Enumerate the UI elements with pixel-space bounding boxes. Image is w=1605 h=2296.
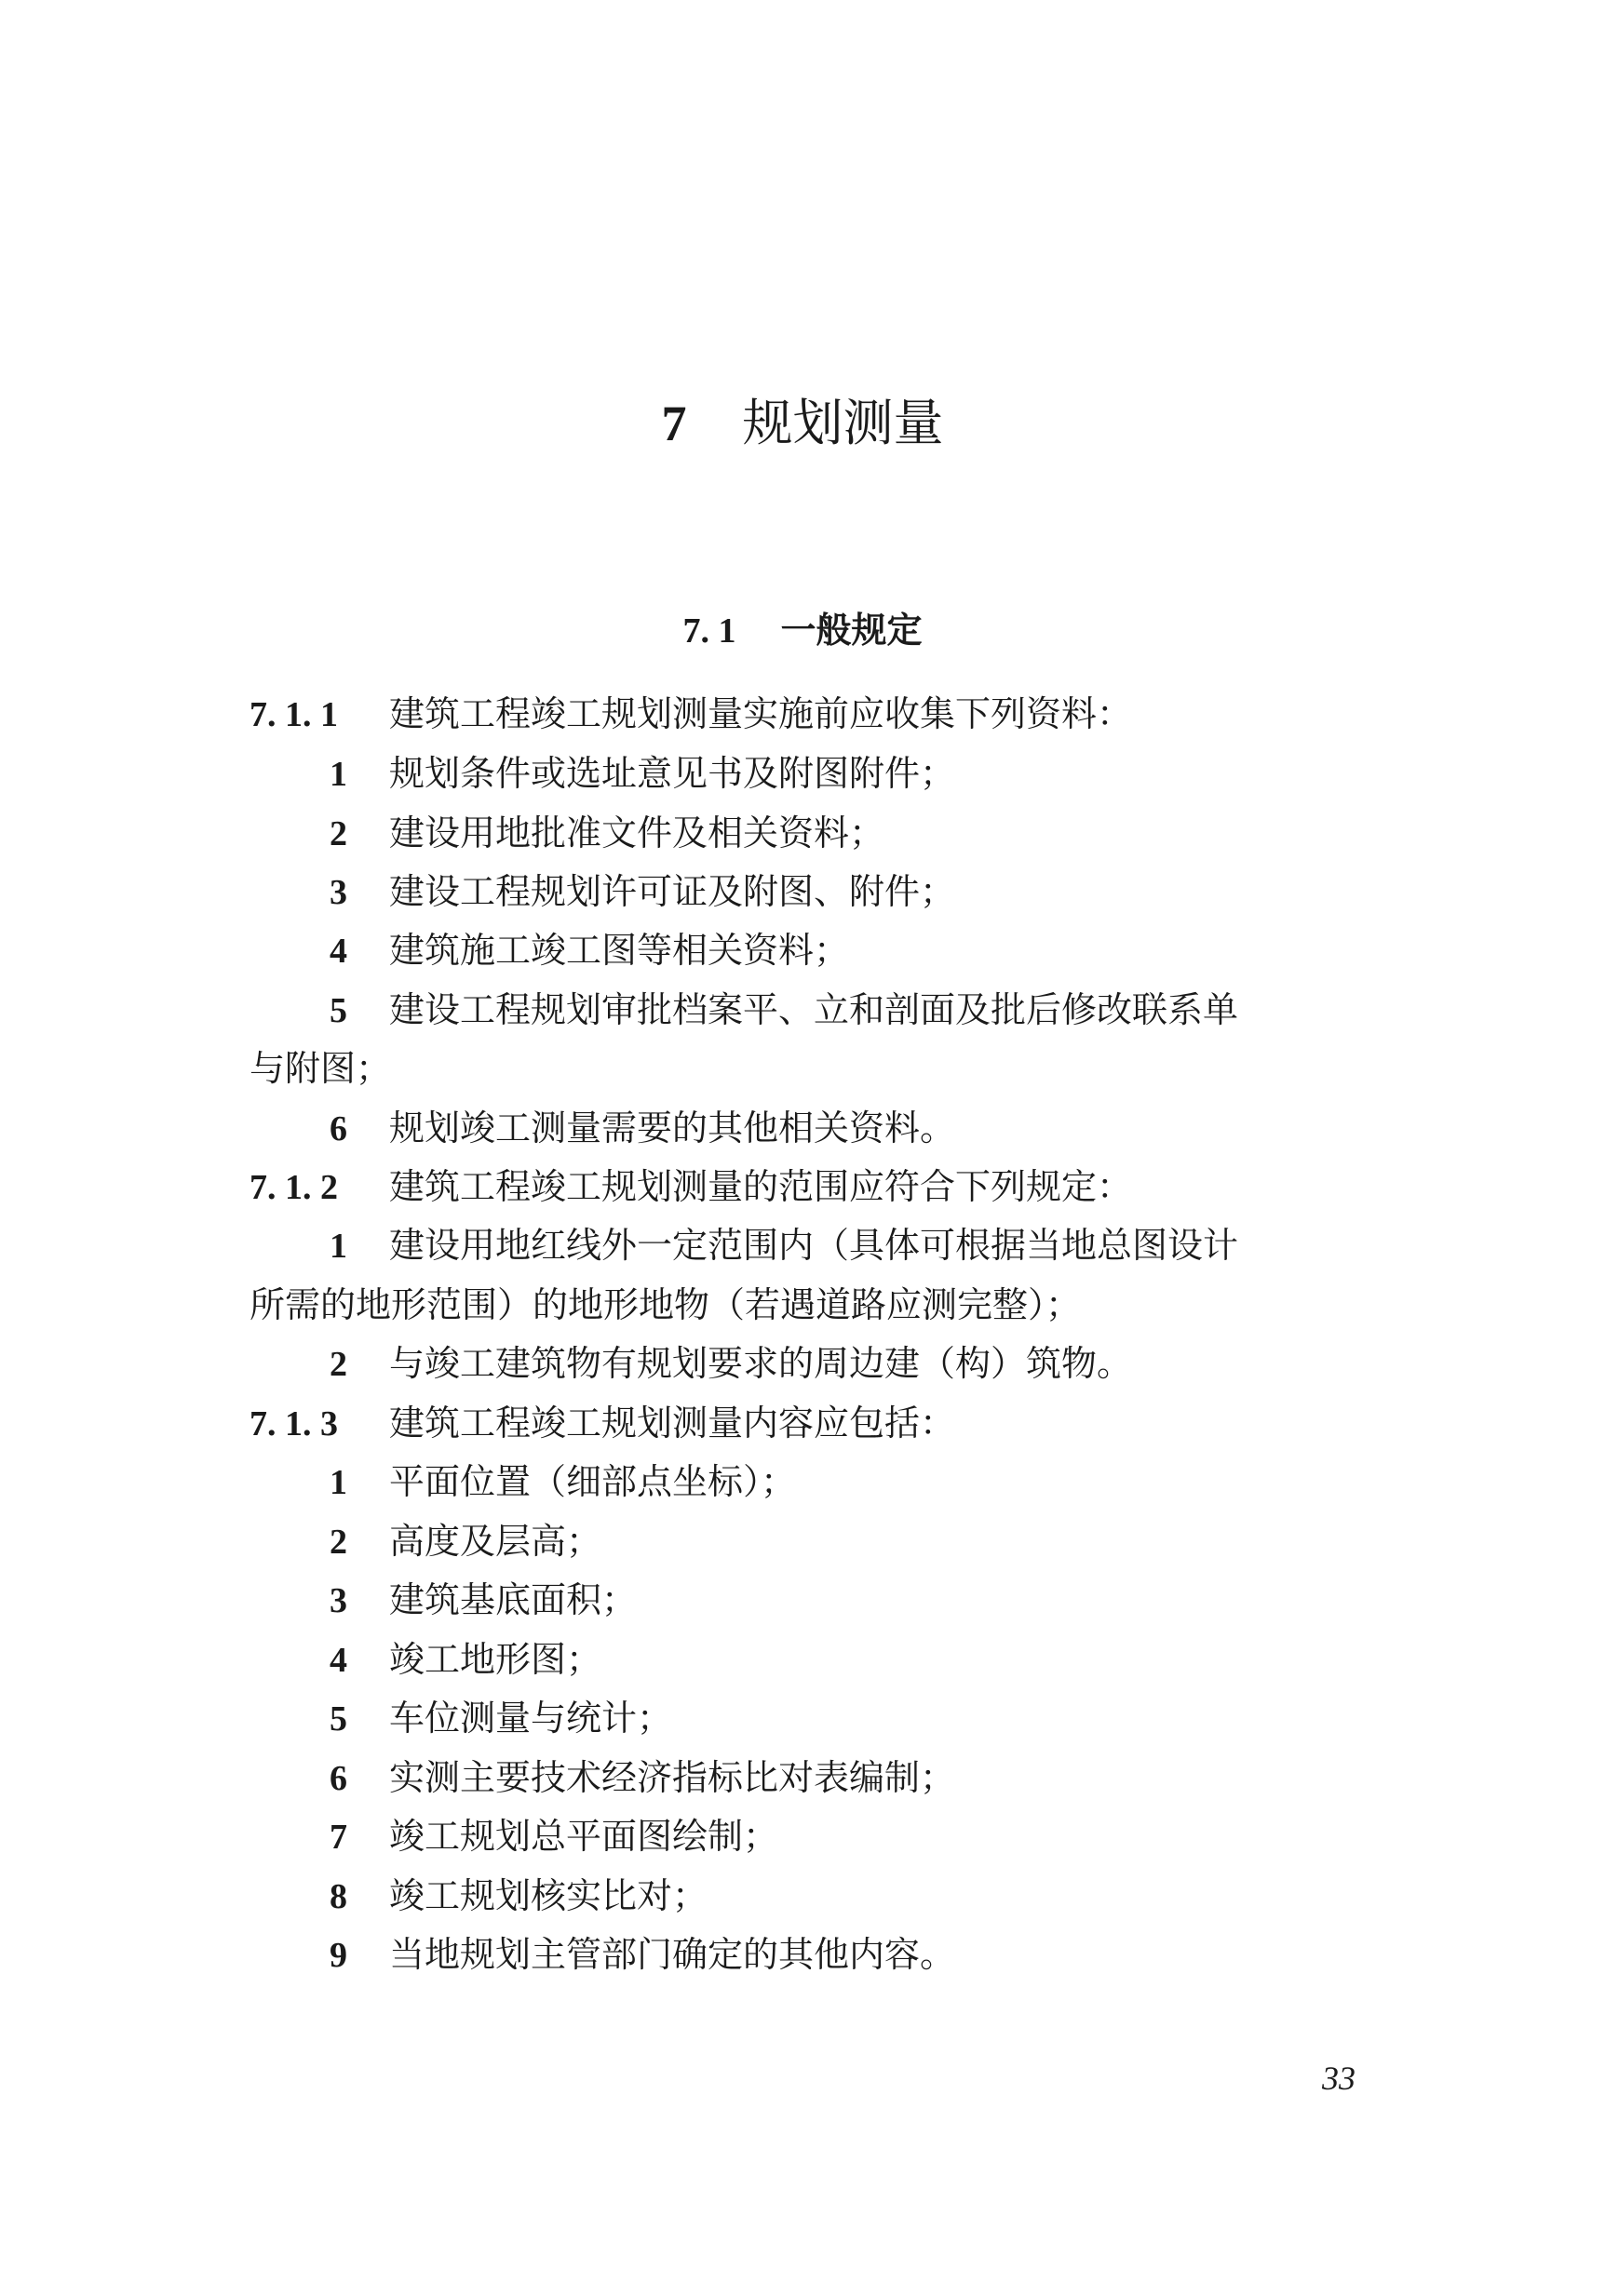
item-number: 2: [330, 814, 347, 853]
list-item: [330, 1872, 708, 1921]
item-text: 当地规划主管部门确定的其他内容。: [389, 1934, 956, 1975]
item-text: 建设工程规划审批档案平、立和剖面及批后修改联系单: [389, 989, 1239, 1030]
item-number: 3: [330, 1581, 347, 1620]
list-item: [330, 1694, 672, 1743]
list-item-continuation: 所需的地形范围）的地形地物（若遇道路应测完整）；: [250, 1284, 1082, 1325]
item-text: 规划条件或选址意见书及附图附件；: [389, 753, 956, 794]
item-number: 1: [330, 1463, 347, 1502]
item-text: 实测主要技术经济指标比对表编制；: [389, 1757, 956, 1798]
clause-text: 建筑工程竣工规划测量内容应包括：: [389, 1403, 956, 1443]
page-number: 33: [1322, 2060, 1355, 2097]
clause-7-1-2: [250, 1162, 1132, 1212]
item-text: 建设工程规划许可证及附图、附件；: [389, 871, 956, 912]
clause-number: 7. 1. 2: [250, 1168, 338, 1207]
item-number: 1: [330, 1227, 347, 1266]
item-text: 高度及层高；: [389, 1521, 602, 1562]
list-item: [330, 1221, 1238, 1270]
list-item-continuation: 与附图；: [250, 1048, 392, 1089]
clause-7-1-1: [250, 690, 1132, 739]
list-item: [330, 867, 955, 917]
item-number: 6: [330, 1109, 347, 1148]
list-item: [330, 926, 849, 975]
clause-number: 7. 1. 3: [250, 1404, 338, 1443]
item-text: 平面位置（细部点坐标）；: [389, 1461, 797, 1502]
list-item: [330, 1339, 1132, 1389]
item-text: 建设用地批准文件及相关资料；: [389, 812, 885, 853]
item-number: 5: [330, 1699, 347, 1739]
item-text: 建筑施工竣工图等相关资料；: [389, 930, 850, 971]
list-item: [330, 1812, 778, 1861]
item-text: 建筑基底面积；: [389, 1579, 638, 1620]
item-text: 车位测量与统计；: [389, 1698, 673, 1739]
item-text: 建设用地红线外一定范围内（具体可根据当地总图设计: [389, 1225, 1239, 1266]
list-item: [330, 1457, 796, 1507]
item-number: 4: [330, 1641, 347, 1680]
list-item: [330, 809, 884, 858]
list-item: [330, 1635, 601, 1685]
item-number: 3: [330, 873, 347, 912]
item-number: 2: [330, 1523, 347, 1562]
item-number: 9: [330, 1936, 347, 1975]
section-number: 7. 1: [682, 611, 736, 651]
section-heading: [0, 607, 1605, 654]
list-item: [330, 1576, 637, 1625]
chapter-heading: [0, 391, 1605, 456]
clause-text: 建筑工程竣工规划测量实施前应收集下列资料：: [389, 693, 1133, 734]
list-item: [330, 1930, 955, 1980]
item-number: 4: [330, 932, 347, 971]
list-item: [330, 1517, 601, 1566]
chapter-title: 规划测量: [742, 394, 944, 452]
item-number: 2: [330, 1345, 347, 1384]
item-number: 8: [330, 1877, 347, 1916]
item-text: 竣工规划总平面图绘制；: [389, 1816, 779, 1857]
item-text: 竣工规划核实比对；: [389, 1875, 708, 1916]
list-item: [330, 749, 955, 799]
chapter-number: 7: [661, 396, 687, 451]
item-number: 5: [330, 991, 347, 1030]
item-number: 7: [330, 1818, 347, 1857]
list-item: [330, 986, 1238, 1035]
clause-number: 7. 1. 1: [250, 695, 338, 734]
section-title: 一般规定: [780, 609, 923, 651]
list-item: [330, 1753, 955, 1803]
list-item: [330, 1104, 955, 1153]
item-text: 规划竣工测量需要的其他相关资料。: [389, 1108, 956, 1148]
clause-7-1-3: [250, 1399, 955, 1448]
clause-text: 建筑工程竣工规划测量的范围应符合下列规定：: [389, 1166, 1133, 1207]
item-text: 与竣工建筑物有规划要求的周边建（构）筑物。: [389, 1343, 1133, 1384]
item-number: 6: [330, 1759, 347, 1798]
item-number: 1: [330, 755, 347, 794]
item-text: 竣工地形图；: [389, 1639, 602, 1680]
